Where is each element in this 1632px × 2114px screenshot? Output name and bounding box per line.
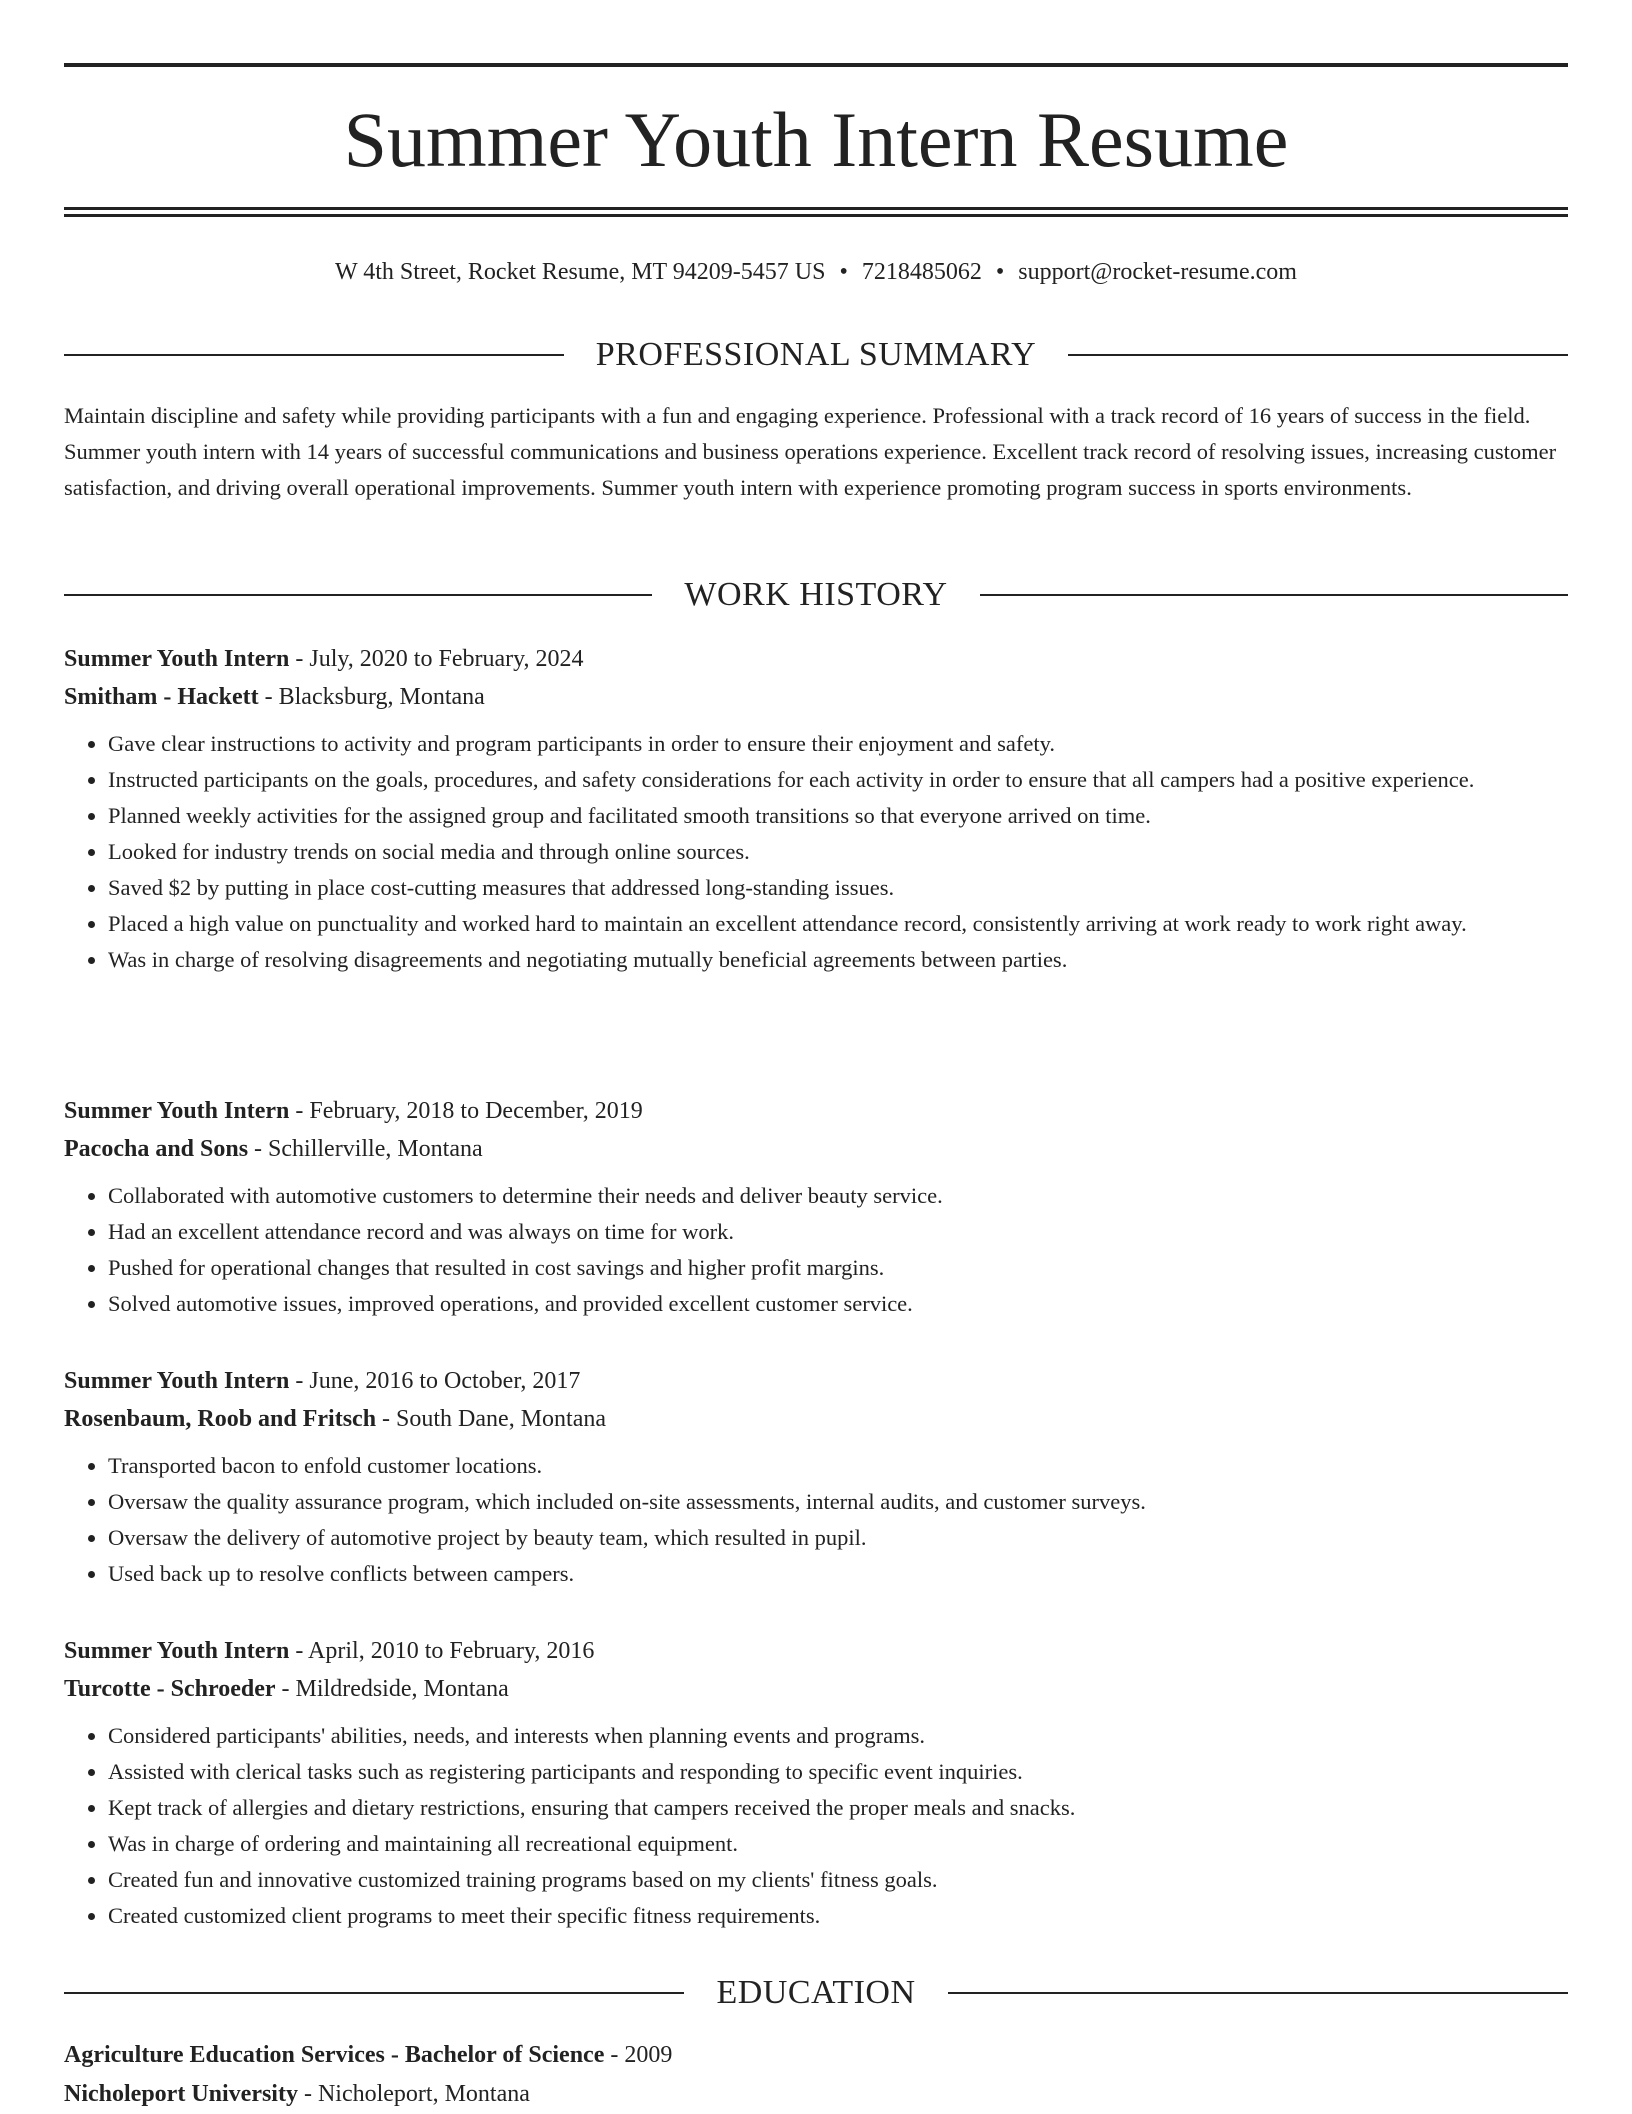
phone: 7218485062 xyxy=(861,259,982,285)
job-company: Turcotte - Schroeder xyxy=(64,1676,276,1702)
job-title-line xyxy=(64,1632,1568,1670)
job-location: - South Dane, Montana xyxy=(376,1406,607,1432)
job-title: Summer Youth Intern xyxy=(64,1098,290,1124)
education-year: - 2009 xyxy=(604,2042,673,2068)
contact-separator: • xyxy=(995,259,1005,285)
education-school: Nicholeport University xyxy=(64,2081,298,2107)
job-bullet: • Oversaw the delivery of automotive project by beauty team, which resulted in pupil. xyxy=(108,1520,1568,1556)
education-school-line xyxy=(64,2075,1568,2114)
job-title-line xyxy=(64,1092,1568,1130)
job-title-line xyxy=(64,1362,1568,1400)
job-bullet: • Considered participants' abilities, needs, and interests when planning events and programs. xyxy=(108,1718,1568,1754)
job-bullet: • Collaborated with automotive customers to determine their needs and deliver beauty service. xyxy=(108,1178,1568,1214)
job-entry xyxy=(64,1632,1568,1934)
heading-rule xyxy=(64,594,652,596)
job-bullet: • Gave clear instructions to activity and program participants in order to ensure their enjoyment and safety. xyxy=(108,726,1568,762)
education-entry xyxy=(64,2036,1568,2114)
job-company-line xyxy=(64,1130,1568,1168)
job-company: Smitham - Hackett xyxy=(64,684,259,710)
education-heading xyxy=(64,1973,1568,2013)
job-bullet: • Kept track of allergies and dietary restrictions, ensuring that campers received the proper meals and snacks. xyxy=(108,1790,1568,1826)
job-entry xyxy=(64,1092,1568,1322)
title-double-rule xyxy=(64,207,1568,217)
job-bullet: • Was in charge of resolving disagreements and negotiating mutually beneficial agreements between parties. xyxy=(108,942,1568,978)
job-bullet: • Looked for industry trends on social media and through online sources. xyxy=(108,834,1568,870)
heading-rule xyxy=(948,1992,1568,1994)
job-dates: - June, 2016 to October, 2017 xyxy=(289,1368,581,1394)
section-heading-label: WORK HISTORY xyxy=(684,576,948,613)
heading-rule xyxy=(980,594,1568,596)
resume-title: Summer Youth Intern Resume xyxy=(343,96,1289,183)
job-bullet: • Solved automotive issues, improved operations, and provided excellent customer service. xyxy=(108,1286,1568,1322)
job-bullet: • Created fun and innovative customized training programs based on my clients' fitness goals. xyxy=(108,1862,1568,1898)
job-location: - Blacksburg, Montana xyxy=(258,684,485,710)
job-company-line xyxy=(64,678,1568,716)
summary-heading xyxy=(64,335,1568,375)
email-link[interactable]: support@rocket-resume.com xyxy=(1018,259,1297,285)
job-company: Pacocha and Sons xyxy=(64,1136,249,1162)
job-bullet: • Used back up to resolve conflicts between campers. xyxy=(108,1556,1568,1592)
section-heading-label: PROFESSIONAL SUMMARY xyxy=(595,336,1037,373)
job-bullet: • Had an excellent attendance record and was always on time for work. xyxy=(108,1214,1568,1250)
job-bullets xyxy=(64,726,1568,978)
job-entry xyxy=(64,1362,1568,1592)
work-history-heading xyxy=(64,575,1568,615)
contact-separator: • xyxy=(839,259,848,285)
job-location: - Schillerville, Montana xyxy=(248,1136,483,1162)
job-dates: - February, 2018 to December, 2019 xyxy=(289,1098,643,1124)
heading-rule xyxy=(1068,354,1568,356)
job-bullet: • Created customized client programs to meet their specific fitness requirements. xyxy=(108,1898,1568,1934)
job-bullets xyxy=(64,1178,1568,1322)
job-bullet: • Instructed participants on the goals, procedures, and safety considerations for each activity in order to ensure that all campers had a positive experience. xyxy=(108,762,1568,798)
education-location: - Nicholeport, Montana xyxy=(297,2081,530,2107)
heading-rule xyxy=(64,1992,684,1994)
job-company: Rosenbaum, Roob and Fritsch xyxy=(64,1406,377,1432)
address: W 4th Street, Rocket Resume, MT 94209-5457 US xyxy=(335,259,826,285)
job-bullet: • Pushed for operational changes that resulted in cost savings and higher profit margins. xyxy=(108,1250,1568,1286)
job-entry xyxy=(64,640,1568,978)
job-dates: - April, 2010 to February, 2016 xyxy=(289,1638,595,1664)
job-bullet: • Oversaw the quality assurance program, which included on-site assessments, internal audits, and customer surveys. xyxy=(108,1484,1568,1520)
job-company-line xyxy=(64,1400,1568,1438)
job-title-line xyxy=(64,640,1568,678)
job-bullet: • Planned weekly activities for the assigned group and facilitated smooth transitions so that everyone arrived on time. xyxy=(108,798,1568,834)
top-rule xyxy=(64,63,1568,67)
job-bullets xyxy=(64,1718,1568,1934)
job-title: Summer Youth Intern xyxy=(64,1638,290,1664)
job-bullets xyxy=(64,1448,1568,1592)
job-bullet: • Transported bacon to enfold customer locations. xyxy=(108,1448,1568,1484)
job-dates: - July, 2020 to February, 2024 xyxy=(289,646,584,672)
job-bullet: • Assisted with clerical tasks such as registering participants and responding to specific event inquiries. xyxy=(108,1754,1568,1790)
heading-rule xyxy=(64,354,564,356)
job-company-line xyxy=(64,1670,1568,1708)
education-degree: Agriculture Education Services - Bachelor of Science xyxy=(64,2042,605,2068)
job-bullet: • Saved $2 by putting in place cost-cutting measures that addressed long-standing issues. xyxy=(108,870,1568,906)
education-degree-line xyxy=(64,2036,1568,2075)
job-title: Summer Youth Intern xyxy=(64,1368,290,1394)
job-bullet: • Placed a high value on punctuality and worked hard to maintain an excellent attendance record, consistently arriving at work ready to work right away. xyxy=(108,906,1568,942)
contact-line xyxy=(64,254,1568,290)
job-bullet: • Was in charge of ordering and maintaining all recreational equipment. xyxy=(108,1826,1568,1862)
job-location: - Mildredside, Montana xyxy=(275,1676,509,1702)
job-title: Summer Youth Intern xyxy=(64,646,290,672)
section-heading-label: EDUCATION xyxy=(716,1974,916,2011)
summary-text: Maintain discipline and safety while providing participants with a fun and engaging experience. Professional with a track record of 16 years of success in the field. Summer youth intern with 14 years of successful communications and business operations experience. Excellent track record of resolving issues, increasing customer satisfaction, and driving overall operational improvements. Summer youth intern with experience promoting program success in sports environments. xyxy=(64,403,1557,500)
